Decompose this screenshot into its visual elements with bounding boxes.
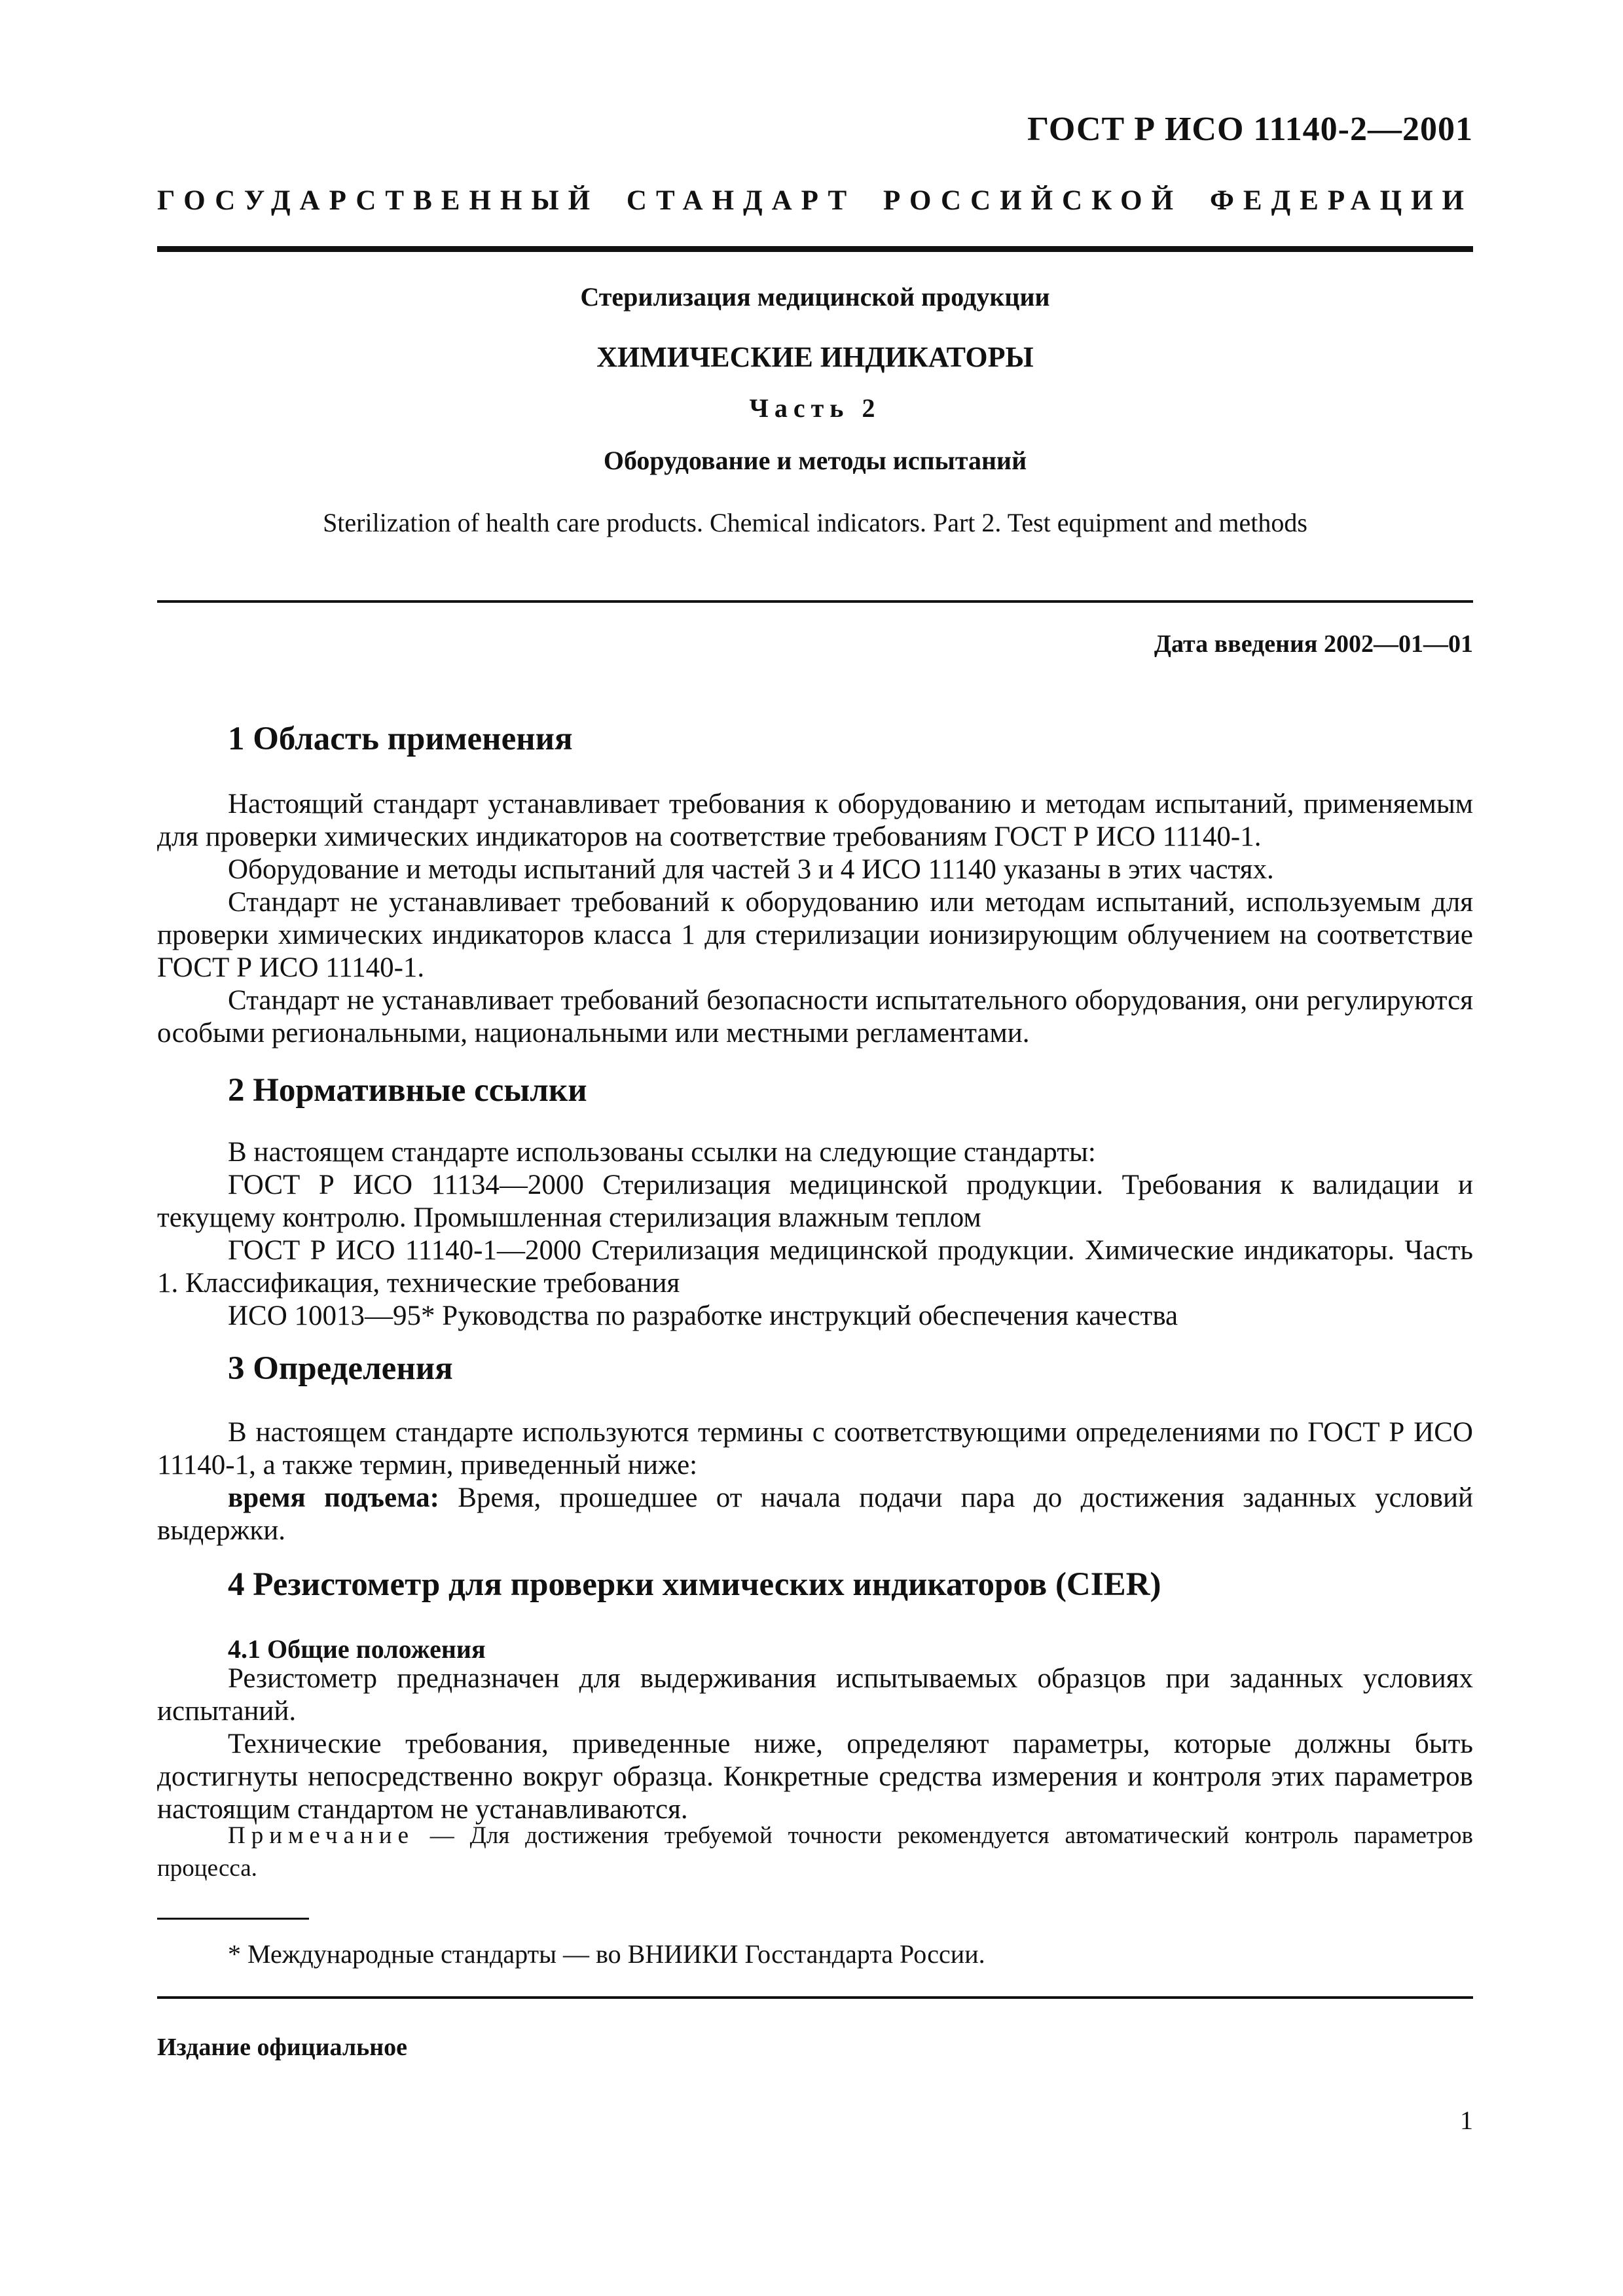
section-2-p1: В настоящем стандарте использованы ссылки на следующие стандарты:: [228, 1137, 1096, 1168]
note-label: Примечание: [228, 1822, 414, 1849]
reference-gost-11140-1: ГОСТ Р ИСО 11140-1—2000 Стерилизация медицинской продукции. Химические индикаторы. Часть 1. Классификация, технические требования: [157, 1235, 1473, 1299]
section-4-p2: Технические требования, приведенные ниже, определяют параметры, которые должны быть достигнуты непосредственно вокруг образца. Конкретные средства измерения и контроля этих параметров настоящим стандартом не устанавливаются.: [157, 1729, 1473, 1825]
english-title: Sterilization of health care products. Chemical indicators. Part 2. Test equipment and methods: [323, 508, 1307, 537]
footnote: * Международные стандарты — во ВНИИКИ Госстандарта России.: [228, 1939, 985, 1969]
title-line-1: Стерилизация медицинской продукции: [580, 282, 1050, 312]
page-number: 1: [1460, 2106, 1473, 2135]
note-text: — Для достижения требуемой точности рекомендуется автоматический контроль параметров процесса.: [157, 1822, 1473, 1882]
title-rule: [157, 600, 1473, 603]
footnote-rule: [157, 1918, 309, 1920]
section-2-heading: 2 Нормативные ссылки: [228, 1072, 587, 1109]
term-name: время подъема:: [228, 1482, 439, 1513]
subsection-4-1-heading: 4.1 Общие положения: [228, 1634, 486, 1664]
header-rule: [157, 246, 1473, 252]
title-line-4: Оборудование и методы испытаний: [603, 446, 1027, 475]
section-1-p3: Стандарт не устанавливает требований к оборудованию или методам испытаний, используемым для проверки химических индикаторов класса 1 для стерилизации ионизирующим облучением на соответствие ГОСТ Р ИСО 11140-1.: [157, 887, 1473, 983]
section-4-p1: Резистометр предназначен для выдерживания испытываемых образцов при заданных условиях испытаний.: [157, 1663, 1473, 1727]
section-1-p2: Оборудование и методы испытаний для частей 3 и 4 ИСО 11140 указаны в этих частях.: [228, 854, 1274, 885]
section-1-p1: Настоящий стандарт устанавливает требования к оборудованию и методам испытаний, применяемым для проверки химических индикаторов на соответствие требованиям ГОСТ Р ИСО 11140-1.: [157, 789, 1473, 852]
section-3-body: [157, 1416, 1473, 1547]
publication-label: Издание официальное: [157, 2034, 408, 2061]
section-1-p4: Стандарт не устанавливает требований безопасности испытательного оборудования, они регулируются особыми региональными, национальными или местными регламентами.: [157, 985, 1473, 1049]
title-line-2: ХИМИЧЕСКИЕ ИНДИКАТОРЫ: [596, 341, 1034, 373]
section-1-body: [157, 788, 1473, 1050]
state-standard-title: ГОСУДАРСТВЕННЫЙ СТАНДАРТ РОССИЙСКОЙ ФЕДЕРАЦИИ: [157, 185, 1473, 216]
section-3-heading: 3 Определения: [228, 1350, 453, 1387]
section-1-heading: 1 Область применения: [228, 721, 573, 757]
section-4-heading: 4 Резистометр для проверки химических индикаторов (CIER): [228, 1566, 1161, 1603]
standard-number: ГОСТ Р ИСО 11140-2—2001: [1027, 111, 1473, 148]
term-definition: [157, 1482, 1473, 1547]
section-2-body: [157, 1136, 1473, 1333]
date-introduction: Дата введения 2002—01—01: [1154, 630, 1473, 658]
term-text: Время, прошедшее от начала подачи пара до достижения заданных условий выдержки.: [157, 1482, 1473, 1546]
title-part: Часть 2: [749, 393, 881, 423]
reference-gost-11134: ГОСТ Р ИСО 11134—2000 Стерилизация медицинской продукции. Требования к валидации и текущему контролю. Промышленная стерилизация влажным теплом: [157, 1170, 1473, 1233]
reference-iso-10013: ИСО 10013—95* Руководства по разработке инструкций обеспечения качества: [228, 1300, 1178, 1331]
note: [157, 1820, 1473, 1885]
footer-rule: [157, 1996, 1473, 1999]
section-4-body: [157, 1662, 1473, 1826]
section-3-p1: В настоящем стандарте используются термины с соответствующими определениями по ГОСТ Р ИСО 11140-1, а также термин, приведенный ниже:: [157, 1417, 1473, 1480]
